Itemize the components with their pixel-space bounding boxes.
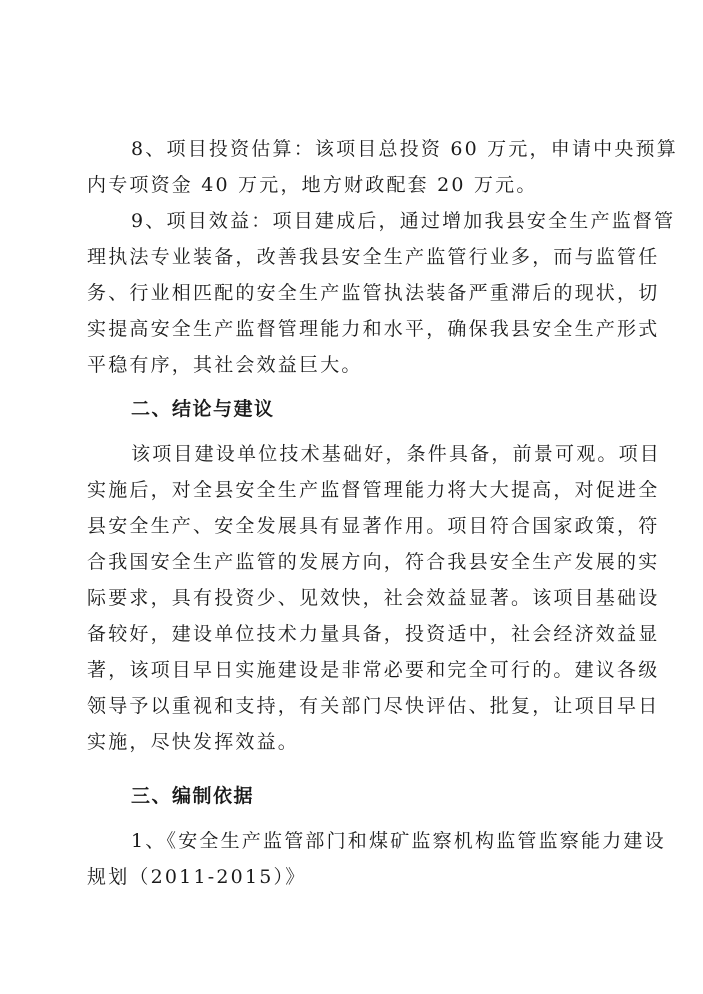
conclusion-line-7: 著，该项目早日实施建设是非常必要和完全可行的。建议各级 xyxy=(87,659,660,681)
basis-heading: 三、编制依据 xyxy=(131,785,255,807)
conclusion-line-8: 领导予以重视和支持，有关部门尽快评估、批复，让项目早日 xyxy=(87,695,660,717)
conclusion-line-9: 实施，尽快发挥效益。 xyxy=(87,731,300,753)
basis-item-1-line-2: 规划（2011-2015）》 xyxy=(87,866,307,888)
basis-item-1-line-1: 1、《安全生产监管部门和煤矿监察机构监管监察能力建设 xyxy=(131,830,666,852)
conclusion-heading: 二、结论与建议 xyxy=(131,398,275,420)
conclusion-line-3: 县安全生产、安全发展具有显著作用。项目符合国家政策，符 xyxy=(87,515,660,537)
conclusion-line-1: 该项目建设单位技术基础好，条件具备，前景可观。项目 xyxy=(131,443,662,465)
project-benefit-line-1: 9、项目效益：项目建成后，通过增加我县安全生产监督管 xyxy=(131,210,676,232)
conclusion-line-2: 实施后，对全县安全生产监督管理能力将大大提高，对促进全 xyxy=(87,479,660,501)
project-benefit-line-3: 务、行业相匹配的安全生产监管执法装备严重滞后的现状，切 xyxy=(87,282,660,304)
investment-estimate-line-1: 8、项目投资估算：该项目总投资 60 万元，申请中央预算 xyxy=(131,138,678,160)
project-benefit-line-4: 实提高安全生产监督管理能力和水平，确保我县安全生产形式 xyxy=(87,318,660,340)
conclusion-line-4: 合我国安全生产监管的发展方向，符合我县安全生产发展的实 xyxy=(87,551,660,573)
investment-estimate-line-2: 内专项资金 40 万元，地方财政配套 20 万元。 xyxy=(87,174,538,196)
conclusion-line-6: 备较好，建设单位技术力量具备，投资适中，社会经济效益显 xyxy=(87,623,660,645)
conclusion-line-5: 际要求，具有投资少、见效快，社会效益显著。该项目基础设 xyxy=(87,587,660,609)
project-benefit-line-5: 平稳有序，其社会效益巨大。 xyxy=(87,354,363,376)
project-benefit-line-2: 理执法专业装备，改善我县安全生产监管行业多，而与监管任 xyxy=(87,246,660,268)
